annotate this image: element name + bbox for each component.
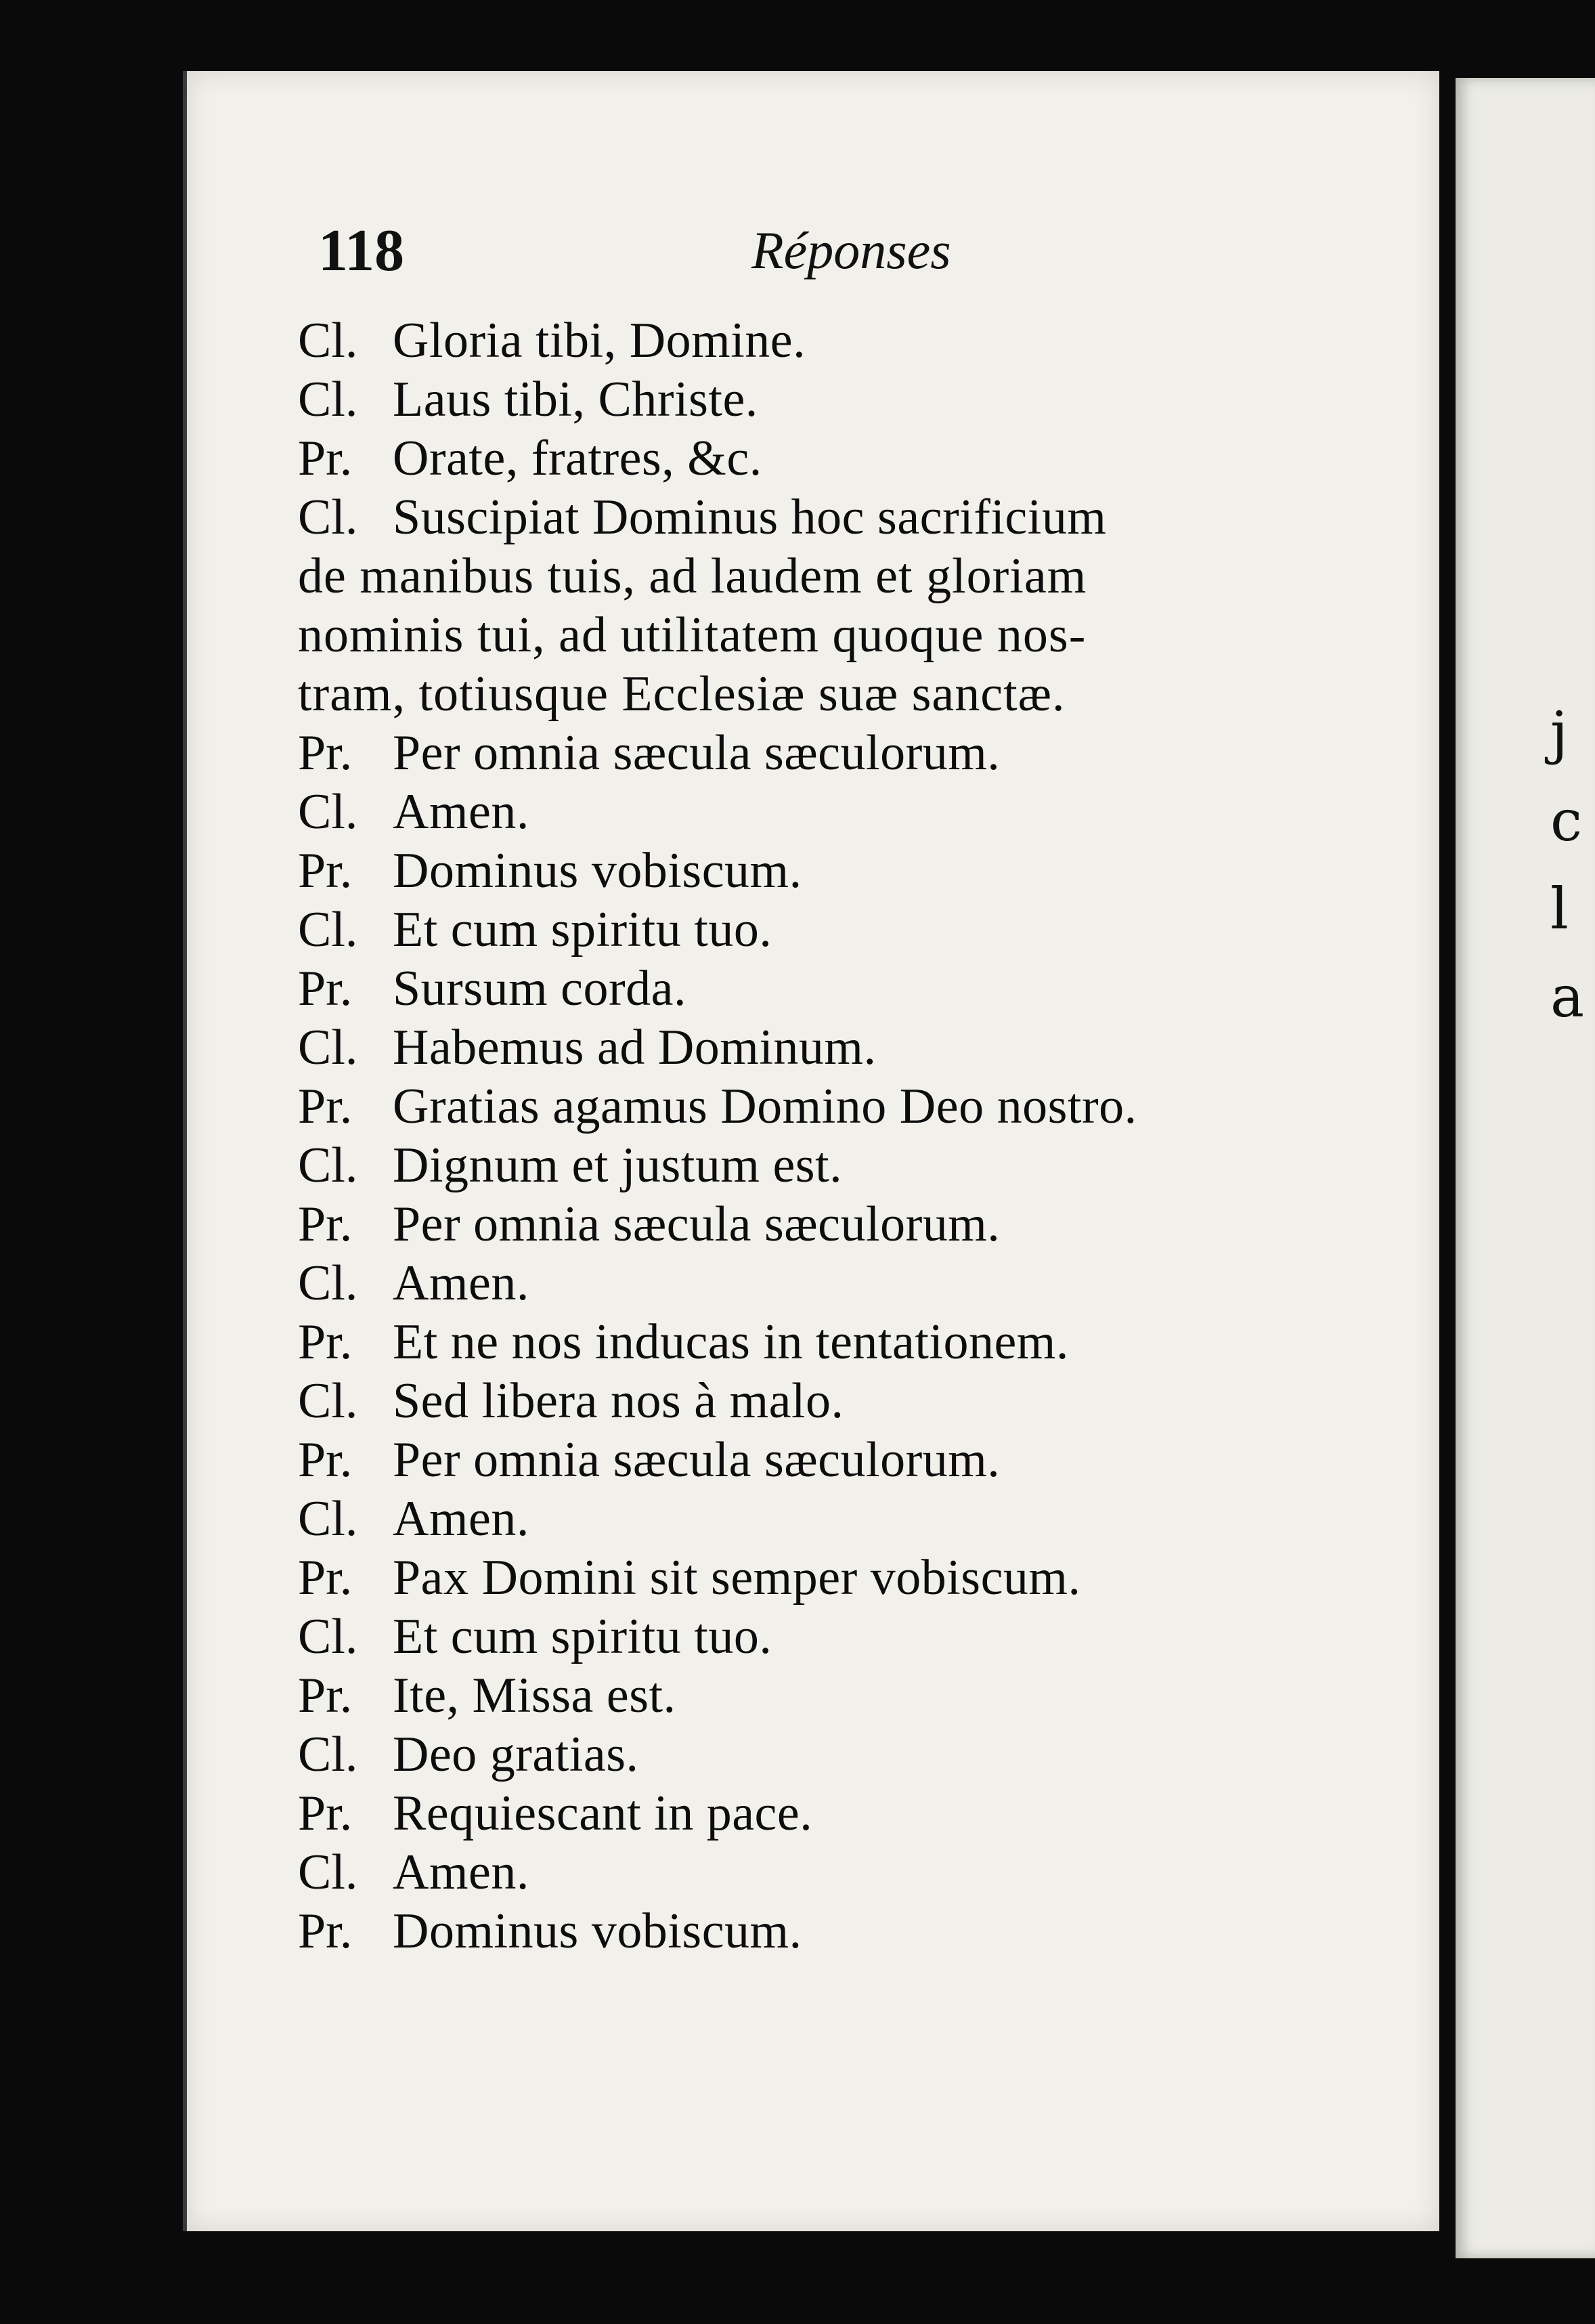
dialogue-line <box>298 429 1300 488</box>
continuation-line: tram, totiusque Ecclesiæ suæ sanctæ. <box>298 666 1066 722</box>
response-text: Sursum corda. <box>393 961 686 1016</box>
dialogue-line <box>298 1018 1300 1077</box>
dialogue-line <box>298 1077 1300 1136</box>
fragment-letter: j <box>1550 700 1569 766</box>
speaker-label: Cl. <box>298 1138 358 1193</box>
dialogue-line <box>298 1490 1300 1549</box>
response-text: Sed libera nos à malo. <box>393 1373 844 1429</box>
speaker-label: Pr. <box>298 1432 353 1488</box>
speaker-label: Cl. <box>298 1845 358 1900</box>
response-text: Requiescant in pace. <box>393 1786 813 1841</box>
response-text: Habemus ad Dominum. <box>393 1020 877 1075</box>
dialogue-line <box>298 370 1300 429</box>
dialogue-line <box>298 1608 1300 1666</box>
speaker-label: Cl. <box>298 1020 358 1075</box>
response-text: Orate, fratres, &c. <box>393 431 762 486</box>
right-page-edge <box>1456 78 1595 2258</box>
response-text: Amen. <box>393 1845 529 1900</box>
speaker-label: Pr. <box>298 1903 353 1959</box>
speaker-label: Pr. <box>298 1550 353 1606</box>
response-text: Amen. <box>393 1255 529 1311</box>
fragment-letter: a <box>1550 964 1585 1030</box>
response-text: Per omnia sæcula sæculorum. <box>393 1432 1001 1488</box>
speaker-label: Cl. <box>298 902 358 957</box>
response-text: Amen. <box>393 1491 529 1547</box>
dialogue-line <box>298 960 1300 1018</box>
page-number: 118 <box>318 218 405 284</box>
dialogue-line <box>298 1725 1300 1784</box>
dialogue-line <box>298 488 1300 547</box>
response-text: Suscipiat Dominus hoc sacrificium <box>393 490 1107 545</box>
speaker-label: Cl. <box>298 1255 358 1311</box>
dialogue-line <box>298 724 1300 783</box>
dialogue-line <box>298 901 1300 960</box>
response-text: Et cum spiritu tuo. <box>393 1609 772 1664</box>
dialogue-line <box>298 1136 1300 1195</box>
dialogue-line <box>298 1254 1300 1313</box>
speaker-label: Cl. <box>298 372 358 427</box>
speaker-label: Cl. <box>298 1727 358 1782</box>
dialogue-line <box>298 842 1300 901</box>
dialogue-line <box>298 1431 1300 1490</box>
page-header <box>318 217 1131 298</box>
response-text: Gratias agamus Domino Deo nostro. <box>393 1079 1137 1134</box>
speaker-label: Pr. <box>298 1314 353 1370</box>
running-title: Réponses <box>751 221 951 280</box>
continuation-line: nominis tui, ad utilitatem quoque nos- <box>298 607 1087 663</box>
dialogue-line <box>298 1784 1300 1843</box>
response-text: Amen. <box>393 784 529 840</box>
dialogue-line <box>298 1549 1300 1608</box>
speaker-label: Cl. <box>298 1491 358 1547</box>
speaker-label: Pr. <box>298 1668 353 1723</box>
speaker-label: Pr. <box>298 843 353 899</box>
dialogue-line <box>298 783 1300 842</box>
response-text: Dominus vobiscum. <box>393 843 802 899</box>
speaker-label: Pr. <box>298 1079 353 1134</box>
speaker-label: Pr. <box>298 1197 353 1252</box>
dialogue-line <box>298 1372 1300 1431</box>
fragment-letter: l <box>1550 876 1569 942</box>
dialogue-line <box>298 1313 1300 1372</box>
speaker-label: Cl. <box>298 1609 358 1664</box>
speaker-label: Pr. <box>298 725 353 781</box>
dialogue-line <box>298 1666 1300 1725</box>
dialogue-line <box>298 1195 1300 1254</box>
response-text: Per omnia sæcula sæculorum. <box>393 725 1001 781</box>
response-text: Per omnia sæcula sæculorum. <box>393 1197 1001 1252</box>
speaker-label: Cl. <box>298 490 358 545</box>
fragment-letter: c <box>1550 788 1583 854</box>
dialogue-line <box>298 1902 1300 1961</box>
response-text: Pax Domini sit semper vobiscum. <box>393 1550 1081 1606</box>
response-text: Et ne nos inducas in tentationem. <box>393 1314 1069 1370</box>
response-text: Dominus vobiscum. <box>393 1903 802 1959</box>
speaker-label: Pr. <box>298 961 353 1016</box>
response-text: Deo gratias. <box>393 1727 639 1782</box>
response-text: Ite, Missa est. <box>393 1668 676 1723</box>
response-text: Gloria tibi, Domine. <box>393 313 806 368</box>
speaker-label: Cl. <box>298 1373 358 1429</box>
speaker-label: Pr. <box>298 1786 353 1841</box>
response-text: Dignum et justum est. <box>393 1138 843 1193</box>
speaker-label: Cl. <box>298 784 358 840</box>
speaker-label: Cl. <box>298 313 358 368</box>
continuation-line: de manibus tuis, ad laudem et gloriam <box>298 548 1087 604</box>
dialogue-line <box>298 1843 1300 1902</box>
speaker-label: Pr. <box>298 431 353 486</box>
response-text: Et cum spiritu tuo. <box>393 902 772 957</box>
dialogue-text <box>298 311 1300 1961</box>
dialogue-line <box>298 311 1300 370</box>
response-text: Laus tibi, Christe. <box>393 372 758 427</box>
